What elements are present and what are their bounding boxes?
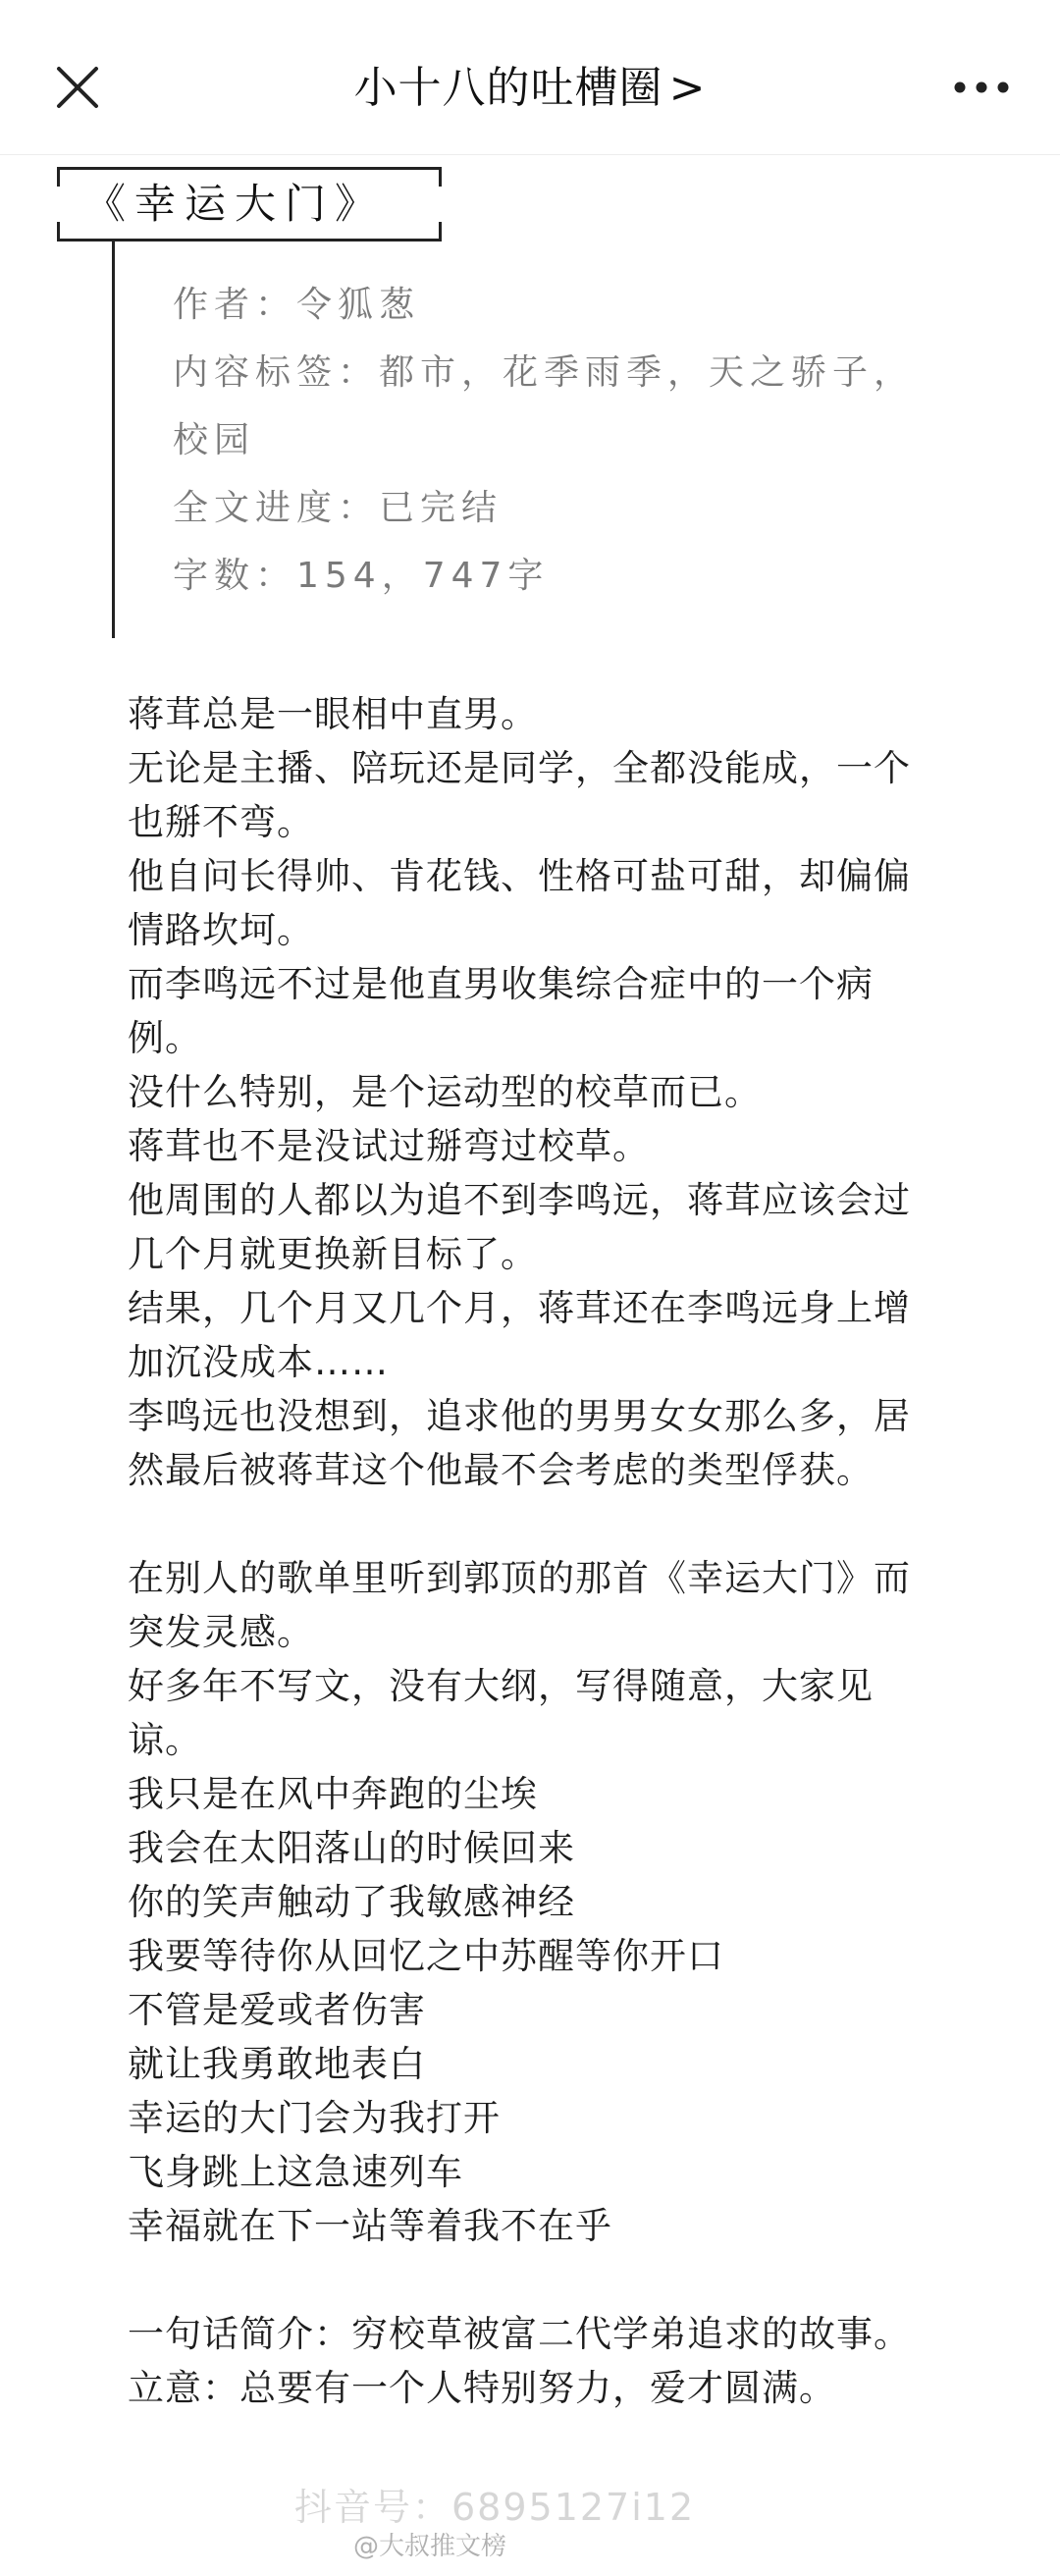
account-name-link[interactable] bbox=[354, 63, 707, 113]
article-body bbox=[128, 687, 942, 2415]
chevron-right-icon: > bbox=[668, 63, 707, 113]
meta-progress: 全文进度：已完结 bbox=[173, 488, 504, 528]
title-box-tick bbox=[439, 167, 442, 187]
lyric-line: 我会在太阳落山的时候回来 bbox=[128, 1827, 575, 1869]
title-box-tick bbox=[57, 222, 60, 242]
book-title-box bbox=[57, 167, 442, 242]
meta-author: 作者：令狐葱 bbox=[173, 285, 421, 325]
book-title: 《幸运大门》 bbox=[84, 180, 386, 228]
lyric-line: 就让我勇敢地表白 bbox=[128, 2043, 426, 2085]
summary-paragraph: 蒋茸也不是没试过掰弯过校草。 bbox=[128, 1125, 650, 1167]
title-box-border-top bbox=[57, 167, 442, 170]
meta-tags: 内容标签：都市，花季雨季，天之骄子，校园 bbox=[173, 352, 916, 460]
paragraph-gap bbox=[128, 2253, 942, 2307]
summary-paragraph: 而李鸣远不过是他直男收集综合症中的一个病例。 bbox=[128, 963, 874, 1059]
book-meta bbox=[173, 271, 948, 610]
theme-paragraph: 立意：总要有一个人特别努力，爱才圆满。 bbox=[128, 2367, 836, 2409]
title-box-tick bbox=[439, 222, 442, 242]
watermark-weibo-handle: @大叔推文榜 bbox=[353, 2532, 507, 2561]
note-paragraph: 好多年不写文，没有大纲，写得随意，大家见谅。 bbox=[128, 1665, 874, 1761]
note-paragraph: 在别人的歌单里听到郭顶的那首《幸运大门》而突发灵感。 bbox=[128, 1557, 911, 1653]
summary-paragraph: 他周围的人都以为追不到李鸣远，蒋茸应该会过几个月就更换新目标了。 bbox=[128, 1179, 911, 1275]
title-box-tick bbox=[57, 167, 60, 187]
nav-title-container bbox=[0, 61, 1060, 116]
summary-paragraph: 李鸣远也没想到，追求他的男男女女那么多，居然最后被蒋茸这个他最不会考虑的类型俘获。 bbox=[128, 1395, 911, 1491]
summary-paragraph: 结果，几个月又几个月，蒋茸还在李鸣远身上增加沉没成本…… bbox=[128, 1287, 911, 1383]
lyric-line: 飞身跳上这急速列车 bbox=[128, 2151, 463, 2193]
account-name: 小十八的吐槽圈 bbox=[353, 63, 663, 113]
lyric-line: 幸运的大门会为我打开 bbox=[128, 2097, 501, 2139]
lyric-line: 我只是在风中奔跑的尘埃 bbox=[128, 1773, 538, 1815]
more-dots-icon[interactable] bbox=[952, 73, 1011, 102]
summary-paragraph: 没什么特别，是个运动型的校草而已。 bbox=[128, 1071, 762, 1113]
top-nav-bar bbox=[0, 0, 1060, 155]
lyric-line: 不管是爱或者伤害 bbox=[128, 1989, 426, 2031]
lyric-line: 我要等待你从回忆之中苏醒等你开口 bbox=[128, 1935, 724, 1977]
watermark bbox=[294, 2484, 805, 2572]
lyric-line: 幸福就在下一站等着我不在乎 bbox=[128, 2205, 612, 2247]
watermark-douyin-id: 抖音号：6895127ⅰ12 bbox=[294, 2486, 696, 2529]
paragraph-gap bbox=[128, 1497, 942, 1551]
meta-word-count: 字数：154，747字 bbox=[173, 556, 550, 596]
summary-paragraph: 蒋茸总是一眼相中直男。 bbox=[128, 693, 538, 735]
close-icon[interactable] bbox=[55, 65, 100, 110]
summary-paragraph: 他自问长得帅、肯花钱、性格可盐可甜，却偏偏情路坎坷。 bbox=[128, 855, 911, 951]
tagline-paragraph: 一句话简介：穷校草被富二代学弟追求的故事。 bbox=[128, 2313, 911, 2355]
lyric-line: 你的笑声触动了我敏感神经 bbox=[128, 1881, 575, 1923]
summary-paragraph: 无论是主播、陪玩还是同学，全都没能成，一个也掰不弯。 bbox=[128, 747, 911, 843]
meta-left-rule bbox=[112, 242, 115, 638]
